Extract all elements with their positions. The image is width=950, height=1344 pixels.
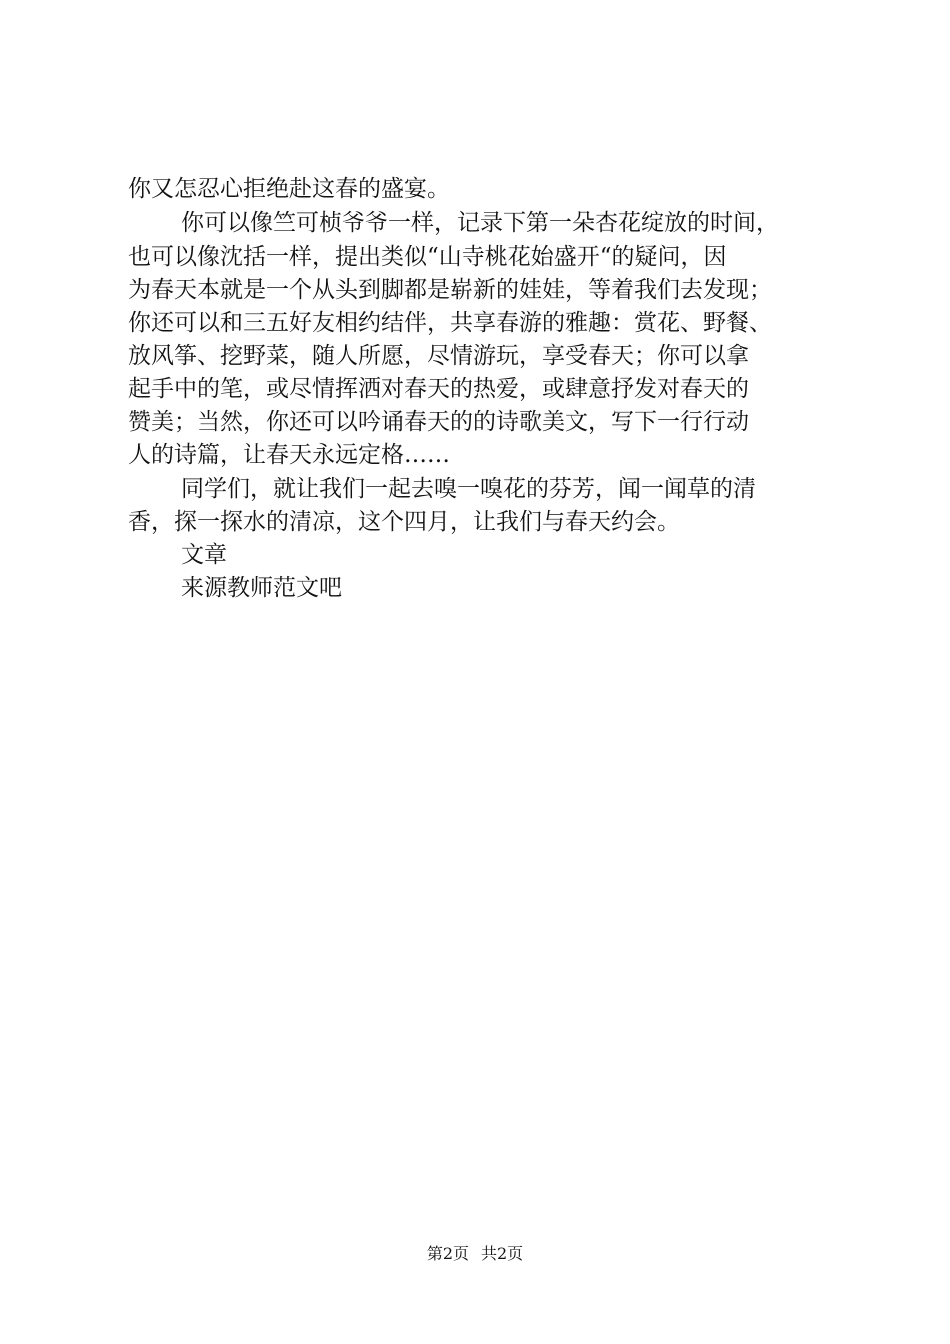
page-number: 第2页 (426, 1244, 469, 1263)
paragraph-line: 同学们，就让我们一起去嗅一嗅花的芬芳，闻一闻草的清 (181, 476, 756, 502)
paragraph-line: 你又怎忍心拒绝赴这春的盛宴。 (128, 176, 450, 202)
paragraph-line: 来源教师范文吧 (181, 575, 342, 601)
paragraph-line: 你可以像竺可桢爷爷一样，记录下第一朵杏花绽放的时间， (181, 210, 779, 236)
paragraph-line: 香，探一探水的清凉，这个四月，让我们与春天约会。 (128, 509, 680, 535)
paragraph-line: 起手中的笔，或尽情挥洒对春天的热爱，或肆意抒发对春天的 (128, 376, 749, 402)
paragraph-line: 人的诗篇，让春天永远定格…… (128, 442, 450, 468)
paragraph-line: 也可以像沈括一样，提出类似“山寺桃花始盛开“的疑问，因 (128, 244, 727, 270)
page-total: 共2页 (481, 1244, 524, 1263)
paragraph-line: 你还可以和三五好友相约结伴，共享春游的雅趣：赏花、野餐、 (128, 310, 772, 336)
paragraph-line: 赞美；当然，你还可以吟诵春天的的诗歌美文，写下一行行动 (128, 409, 749, 435)
paragraph-line: 放风筝、挖野菜，随人所愿，尽情游玩，享受春天；你可以拿 (128, 343, 749, 369)
paragraph-line: 文章 (181, 542, 227, 568)
paragraph-line: 为春天本就是一个从头到脚都是崭新的娃娃，等着我们去发现； (128, 277, 772, 303)
page-footer (0, 1243, 950, 1265)
